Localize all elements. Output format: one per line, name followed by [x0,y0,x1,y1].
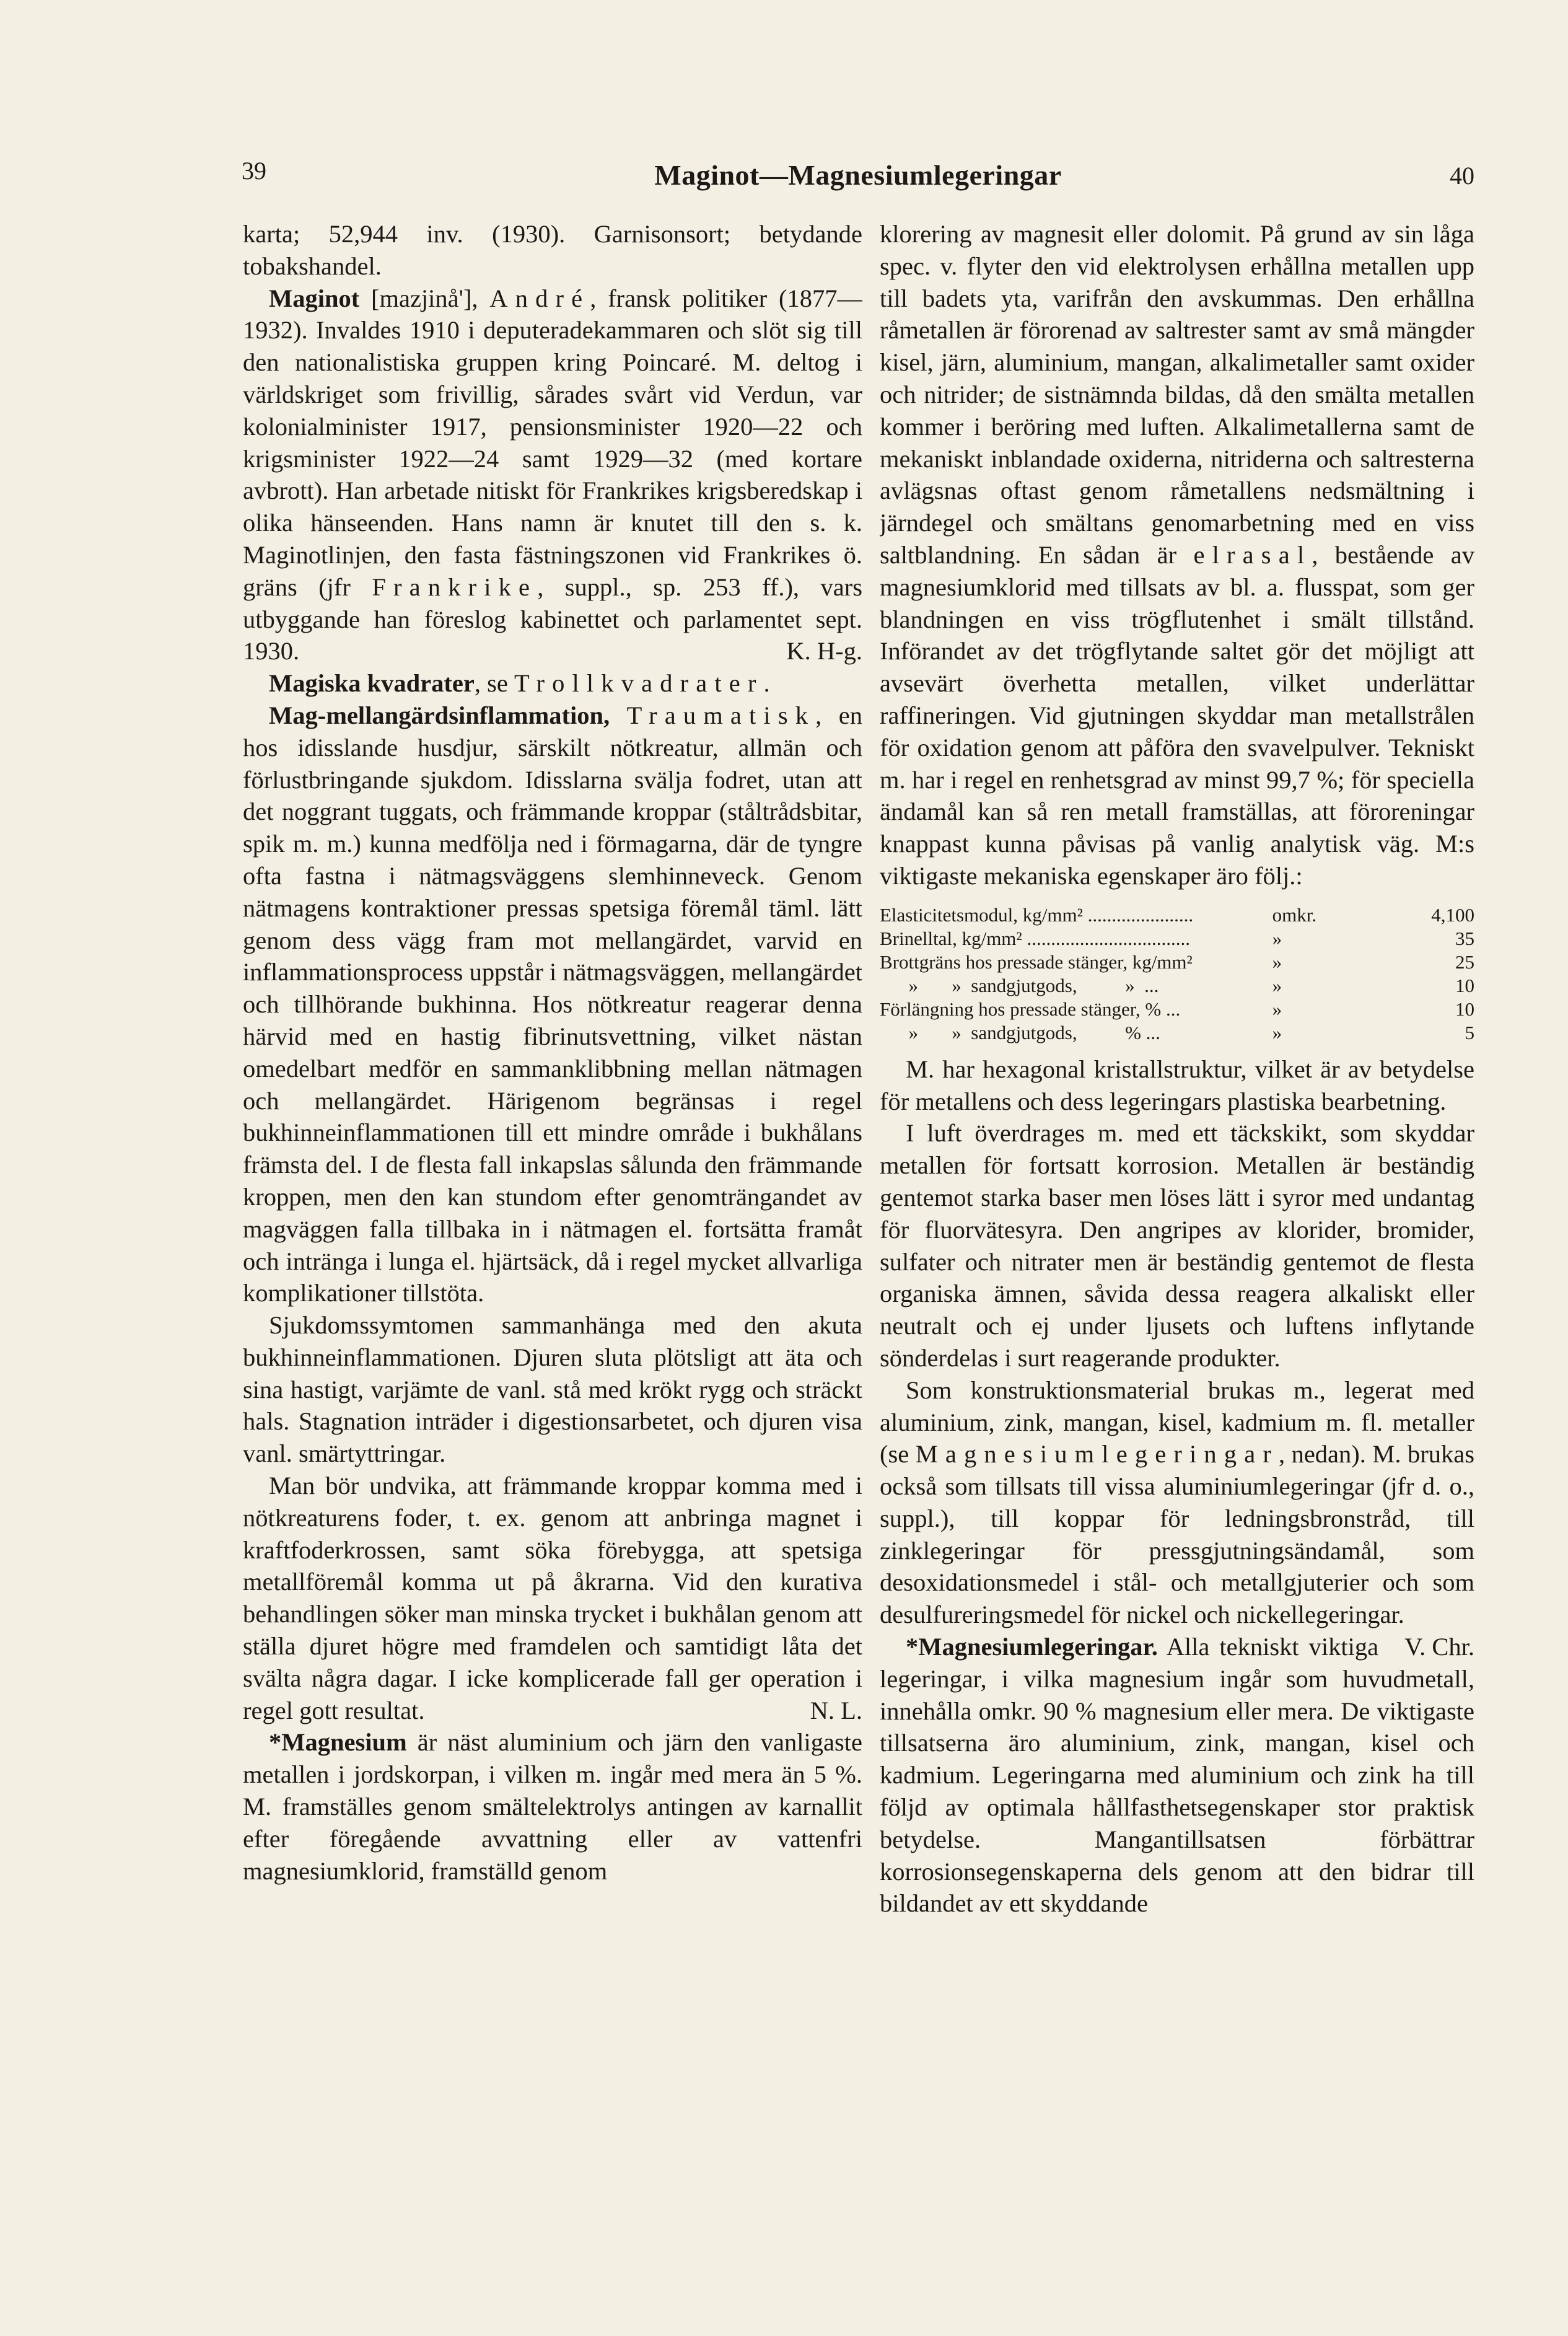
entry-text: Som konstruktionsmaterial brukas m., legerat med aluminium, zink, mangan, kisel, kadmium m. fl. metaller (se [880,1376,1474,1469]
paragraph: M. har hexagonal kristallstruktur, vilket är av betydelse för metallens och dess legeringars plastiska bearbetning. [880,1055,1474,1115]
page-number-right: 40 [1450,162,1474,190]
property-label: » » sandgjutgods, » ... [880,974,1159,996]
entry-text: Man bör undvika, att främmande kroppar komma med i nötkreaturens foder, t. ex. genom att anbringa magnet i kraftfoderkrossen, samt söka förebygga, att spetsiga metallföremål komma ut på åkrarna. Vid den kurativa behandlingen söker man minska trycket i bukhålan genom att ställa djuret högre med framdelen och samtidigt låta det svälta några dagar. I icke komplicerade fall ger operation i regel gott resultat. [243,1472,862,1724]
paragraph: I luft överdrages m. med ett täckskikt, som skyddar metallen för fortsatt korrosion. Metallen är beständig gentemot starka baser men löses lätt i syror med undantag för fluorvätesyra. Den angripes av klorider, bromider, sulfater och nitrater men är beständig gentemot de flesta organiska ämnen, såvida dessa reagera alkaliskt eller neutralt och ej under ljusets och luftens inflytande sönderdelas i surt reagerande produkter. [880,1119,1474,1372]
property-qualifier: » [1272,1021,1282,1043]
paragraph [243,1470,862,1726]
property-label: Brinelltal, kg/mm² .................................. [880,927,1190,949]
entry-maginot [243,283,862,668]
entry-text: , fransk politiker (1877—1932). Invaldes 1910 i deputeradekammaren och slöt sig till den nationalistiska gruppen kring Poincaré. M. deltog i världskriget som frivillig, sårades svårt vid Verdun, var kolonialminister 1917, pensionsminister 1920—22 och krigsminister 1922—24 samt 1929—32 (med kortare avbrott). Han arbetade nitiskt för Frankrikes krigsberedskap i olika hänseenden. Hans namn är knutet till den s. k. Maginotlinjen, den fasta fästningszonen vid Frankrikes ö. gräns (jfr [243,284,862,601]
property-label: Brottgräns hos pressade stänger, kg/mm² [880,951,1193,973]
property-value: 25 [1455,951,1474,973]
left-column [243,218,862,2319]
table-row [880,1021,1474,1045]
entry-mag-mellangard [243,700,862,1309]
property-qualifier: » [1272,927,1282,949]
paragraph: Sjukdomssymtomen sammanhänga med den akuta bukhinneinflammationen. Djuren sluta plötsligt att äta och sina hastigt, varjämte de vanl. stå med krökt rygg och sträckt hals. Stagnation inträder i digestionsarbetet, och djuren visa vanl. smärtyttringar. [243,1311,862,1468]
paragraph [880,1374,1474,1661]
entry-text: , bestående av magnesiumklorid med tillsats av bl. a. flusspat, som ger blandningen en viss trögflutenhet i smält tillstånd. Införandet av det trögflytande saltet gör det möjligt att avsevärt överhetta metallen, vilket underlättar raffineringen. Vid gjutningen skyddar man metallstrålen för oxidation genom att påföra den svavelpulver. Tekniskt m. har i regel en renhetsgrad av minst 99,7 %; för speciella ändamål kan så ren metall framställas, att föroreningar knappast kunna påvisas på vanlig analytisk väg. M:s viktigaste mekaniska egenskaper äro följ.: [880,540,1474,890]
table-row [880,903,1474,927]
property-value: 35 [1455,927,1474,949]
table-row [880,998,1474,1021]
entry-text: är näst aluminium och järn den vanligaste metallen i jordskorpan, i vilken m. ingår med mera än 5 %. M. framställes genom smältelektrolys antingen av karnallit efter föregående avvattning eller av vattenfri magnesiumklorid, framställd genom [243,1728,862,1885]
property-value: 10 [1455,974,1474,996]
table-row [880,927,1474,951]
author-signature: K. H-g. [786,637,862,665]
pronunciation: [mazjinå'], [359,284,490,312]
property-value: 4,100 [1431,903,1474,926]
cross-reference: Trollkvadrater [514,669,764,698]
cross-reference: Traumatisk [626,701,816,729]
property-value: 5 [1465,1021,1474,1043]
running-header [242,154,1474,197]
entry-text: , se [474,669,514,698]
property-qualifier: » [1272,998,1282,1020]
property-label: » » sandgjutgods, % ... [880,1021,1160,1043]
cross-reference: Frankrike [372,573,538,601]
entry-text: . [763,669,770,698]
page-title: Maginot—Magnesiumlegeringar [654,159,1062,191]
paragraph [880,218,1474,892]
entry-text: , en hos idisslande husdjur, särskilt nötkreatur, allmän och förlustbringande sjukdom. Idisslarna svälja fodret, utan att det noggrant tuggats, och främmande kroppar (ståltrådsbitar, spik m. m.) kunna medfölja ned i förmagarna, där de tyngre ofta fastna i nätmagsväggens slemhinneveck. Genom nätmagens kontraktioner pressas spetsiga föremål täml. lätt genom dess vägg fram mot mellangärdet, varvid en inflammationsprocess uppstår i nätmagsväggen, mellangärdet och tillhörande bukhinna. Hos nötkreatur reagerar denna härvid med en hastig fibrinutsvettning, vilket nästan omedelbart medför en sammanklibbning mellan nätmagen och mellangärdet. Härigenom begränsas i regel bukhinneinflammationen till ett mindre område i bukhålans främsta del. I de flesta fall inkapslas sålunda den främmande kroppen, men den kan stundom efter genomträngandet av magväggen falla tillbaka in i nätmagen el. fortsätta framåt och inträngа i lunga el. hjärtsäck, då i regel mycket allvarliga komplikationer tillstöta. [243,701,862,1307]
headword: *Magnesium [269,1728,407,1757]
property-qualifier: » [1272,974,1282,996]
entry-text: klorering av magnesit eller dolomit. På grund av sin låga spec. v. flyter den vid elektrolysen erhållna metallen upp till badets yta, varifrån den avskummas. Den erhållna råmetallen är förorenad av saltrester samt av små mängder kisel, järn, aluminium, mangan, alkalimetaller samt oxider och nitrider; de sistnämnda bildas, då den smälta metallen kommer i beröring med luften. Alkalimetallerna samt de mekaniskt inblandade oxiderna, nitriderna och saltresterna avlägsnas oftast genom råmetallens nedsmältning i järndegel och smältans genomarbetning med en viss saltblandning. En sådan är [880,220,1474,569]
headword: Magiska kvadrater [269,669,475,698]
author-signature: N. L. [810,1696,862,1724]
entry-magnesium [243,1726,862,1887]
property-qualifier: omkr. [1272,903,1317,926]
paragraph: karta; 52,944 inv. (1930). Garnisonsort; betydande tobakshandel. [243,220,862,280]
cross-reference: Magnesiumlegeringar [915,1440,1279,1469]
property-label: Elasticitetsmodul, kg/mm² ...................... [880,903,1194,926]
cross-reference: elrasal [1193,540,1312,569]
headword: Maginot [269,284,360,312]
table-row [880,951,1474,974]
entry-magnesiumlegeringar [880,1631,1474,1920]
entry-text: , nedan). M. brukas också som tillsats till vissa aluminiumlegeringar (jfr d. o., suppl.), till koppar för ledningsbronstråd, till zinklegeringar för pressgjutningsändamål, som desoxidationsmedel i stål- och metallgjuterier och som desulfureringsmedel för nickel och nickellegeringar. [880,1440,1474,1629]
property-value: 10 [1455,998,1474,1020]
properties-table [880,903,1474,1045]
entry-magiska [243,667,862,700]
headword: Mag-mellangärdsinflammation, [269,701,610,729]
entry-text: , suppl., sp. 253 ff.), vars utbyggande han föreslog kabinettet och parlamentet sept. 1930. [243,573,862,665]
page-number-left: 39 [242,157,266,185]
property-label: Förlängning hos pressade stänger, % ... [880,998,1181,1020]
right-column [880,218,1474,2319]
table-row [880,974,1474,998]
headword: *Magnesiumlegeringar. [906,1633,1158,1661]
entry-text: Alla tekniskt viktiga legeringar, i vilka magnesium ingår som huvudmetall, innehålla omkr. 90 % magnesium eller mera. De viktigaste tillsatserna äro aluminium, zink, mangan, kisel och kadmium. Legeringarna med aluminium och zink ha till följd av optimala hållfasthetsegenskaper stor praktisk betydelse. Mangantillsatsen förbättrar korrosionsegenskaperna dels genom att den bidrar till bildandet av ett skyddande [880,1633,1474,1918]
given-name: André [489,284,590,312]
author-signature: V. Chr. [1404,1633,1474,1661]
property-qualifier: » [1272,951,1282,973]
